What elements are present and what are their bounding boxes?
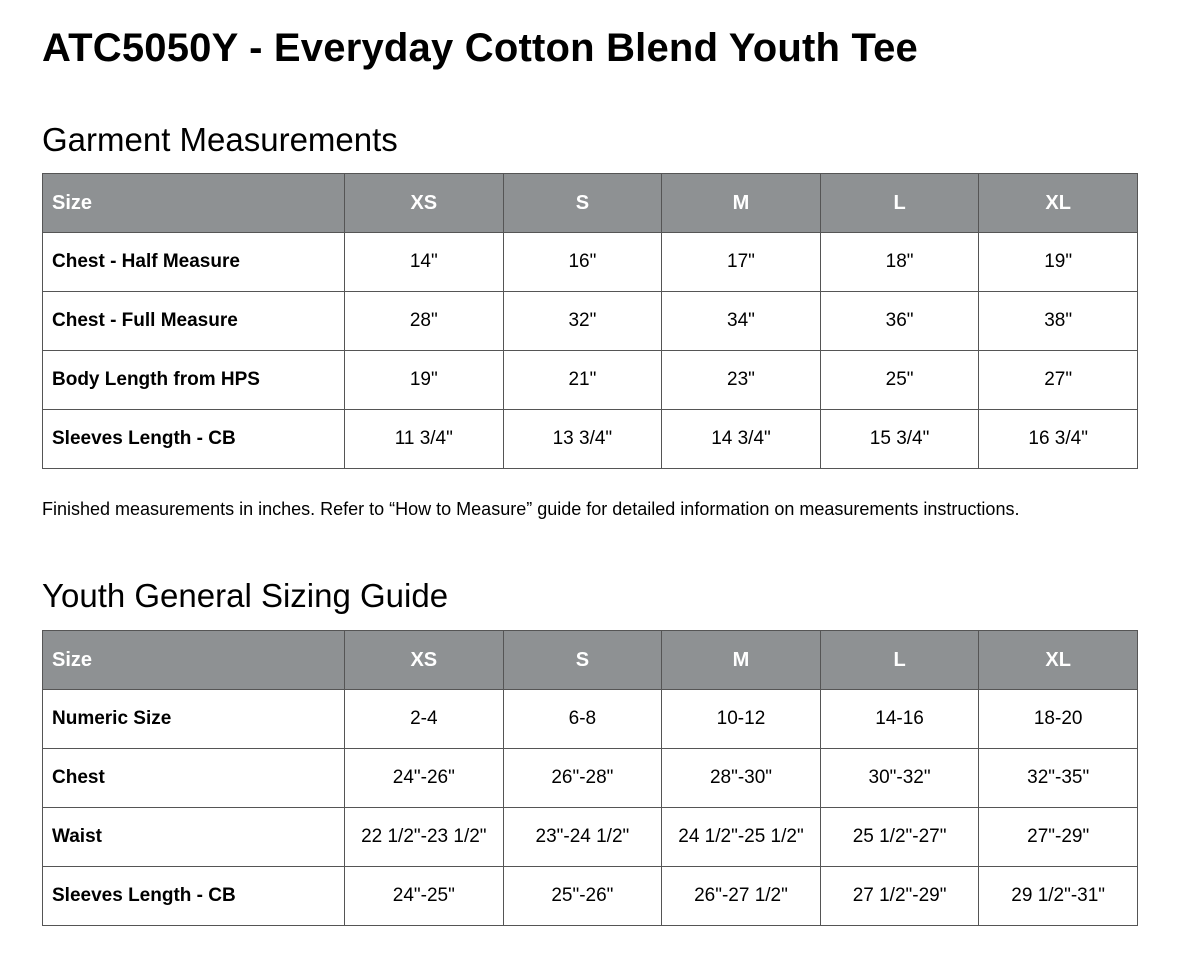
- youth-sizing-guide-heading: Youth General Sizing Guide: [42, 577, 449, 614]
- table-cell: 19": [345, 351, 504, 410]
- row-label: Sleeves Length - CB: [43, 410, 345, 469]
- table-row: [43, 233, 1138, 292]
- table-cell: 28": [345, 292, 504, 351]
- table-cell: 25 1/2"-27": [820, 808, 979, 867]
- row-label: Body Length from HPS: [43, 351, 345, 410]
- row-label: Chest - Half Measure: [43, 233, 345, 292]
- table-cell: 25"-26": [503, 867, 662, 926]
- table-cell: 17": [662, 233, 821, 292]
- table-row: [43, 808, 1138, 867]
- table-row: [43, 292, 1138, 351]
- row-label: Chest - Full Measure: [43, 292, 345, 351]
- table-cell: 10-12: [662, 690, 821, 749]
- table-cell: 14": [345, 233, 504, 292]
- table-cell: 25": [820, 351, 979, 410]
- table-cell: 32"-35": [979, 749, 1138, 808]
- table-cell: 30"-32": [820, 749, 979, 808]
- table-cell: 16": [503, 233, 662, 292]
- table-cell: 2-4: [345, 690, 504, 749]
- table-cell: 6-8: [503, 690, 662, 749]
- table-row: [43, 690, 1138, 749]
- table-row: [43, 867, 1138, 926]
- table-header-row: [43, 174, 1138, 233]
- table-cell: 36": [820, 292, 979, 351]
- table-cell: 27": [979, 351, 1138, 410]
- table-cell: 19": [979, 233, 1138, 292]
- table-cell: 27 1/2"-29": [820, 867, 979, 926]
- header-size-s: S: [503, 631, 662, 690]
- table-header-row: [43, 631, 1138, 690]
- youth-sizing-guide-table: [42, 630, 1138, 926]
- table-row: [43, 749, 1138, 808]
- row-label: Sleeves Length - CB: [43, 867, 345, 926]
- table-cell: 29 1/2"-31": [979, 867, 1138, 926]
- table-cell: 11 3/4": [345, 410, 504, 469]
- header-size-l: L: [820, 631, 979, 690]
- table-cell: 23": [662, 351, 821, 410]
- table-cell: 26"-27 1/2": [662, 867, 821, 926]
- header-size-l: L: [820, 174, 979, 233]
- row-label: Chest: [43, 749, 345, 808]
- header-size-s: S: [503, 174, 662, 233]
- table-cell: 22 1/2"-23 1/2": [345, 808, 504, 867]
- table-cell: 32": [503, 292, 662, 351]
- table-cell: 26"-28": [503, 749, 662, 808]
- table-cell: 23"-24 1/2": [503, 808, 662, 867]
- header-size-xs: XS: [345, 631, 504, 690]
- measurement-note: Finished measurements in inches. Refer to “How to Measure” guide for detailed information on measurements instructions.: [42, 499, 1020, 519]
- header-size-label: Size: [43, 174, 345, 233]
- table-cell: 28"-30": [662, 749, 821, 808]
- header-size-xl: XL: [979, 631, 1138, 690]
- table-row: [43, 351, 1138, 410]
- table-cell: 13 3/4": [503, 410, 662, 469]
- table-cell: 34": [662, 292, 821, 351]
- header-size-xl: XL: [979, 174, 1138, 233]
- page-title: ATC5050Y - Everyday Cotton Blend Youth Tee: [42, 26, 918, 70]
- table-cell: 38": [979, 292, 1138, 351]
- table-cell: 24"-26": [345, 749, 504, 808]
- garment-measurements-table: [42, 173, 1138, 469]
- table-cell: 21": [503, 351, 662, 410]
- table-cell: 16 3/4": [979, 410, 1138, 469]
- table-cell: 18-20: [979, 690, 1138, 749]
- table-row: [43, 410, 1138, 469]
- row-label: Waist: [43, 808, 345, 867]
- table-cell: 27"-29": [979, 808, 1138, 867]
- table-cell: 14 3/4": [662, 410, 821, 469]
- table-cell: 18": [820, 233, 979, 292]
- table-cell: 14-16: [820, 690, 979, 749]
- header-size-m: M: [662, 174, 821, 233]
- header-size-label: Size: [43, 631, 345, 690]
- table-cell: 24 1/2"-25 1/2": [662, 808, 821, 867]
- header-size-xs: XS: [345, 174, 504, 233]
- header-size-m: M: [662, 631, 821, 690]
- table-cell: 15 3/4": [820, 410, 979, 469]
- row-label: Numeric Size: [43, 690, 345, 749]
- table-cell: 24"-25": [345, 867, 504, 926]
- garment-measurements-heading: Garment Measurements: [42, 121, 398, 158]
